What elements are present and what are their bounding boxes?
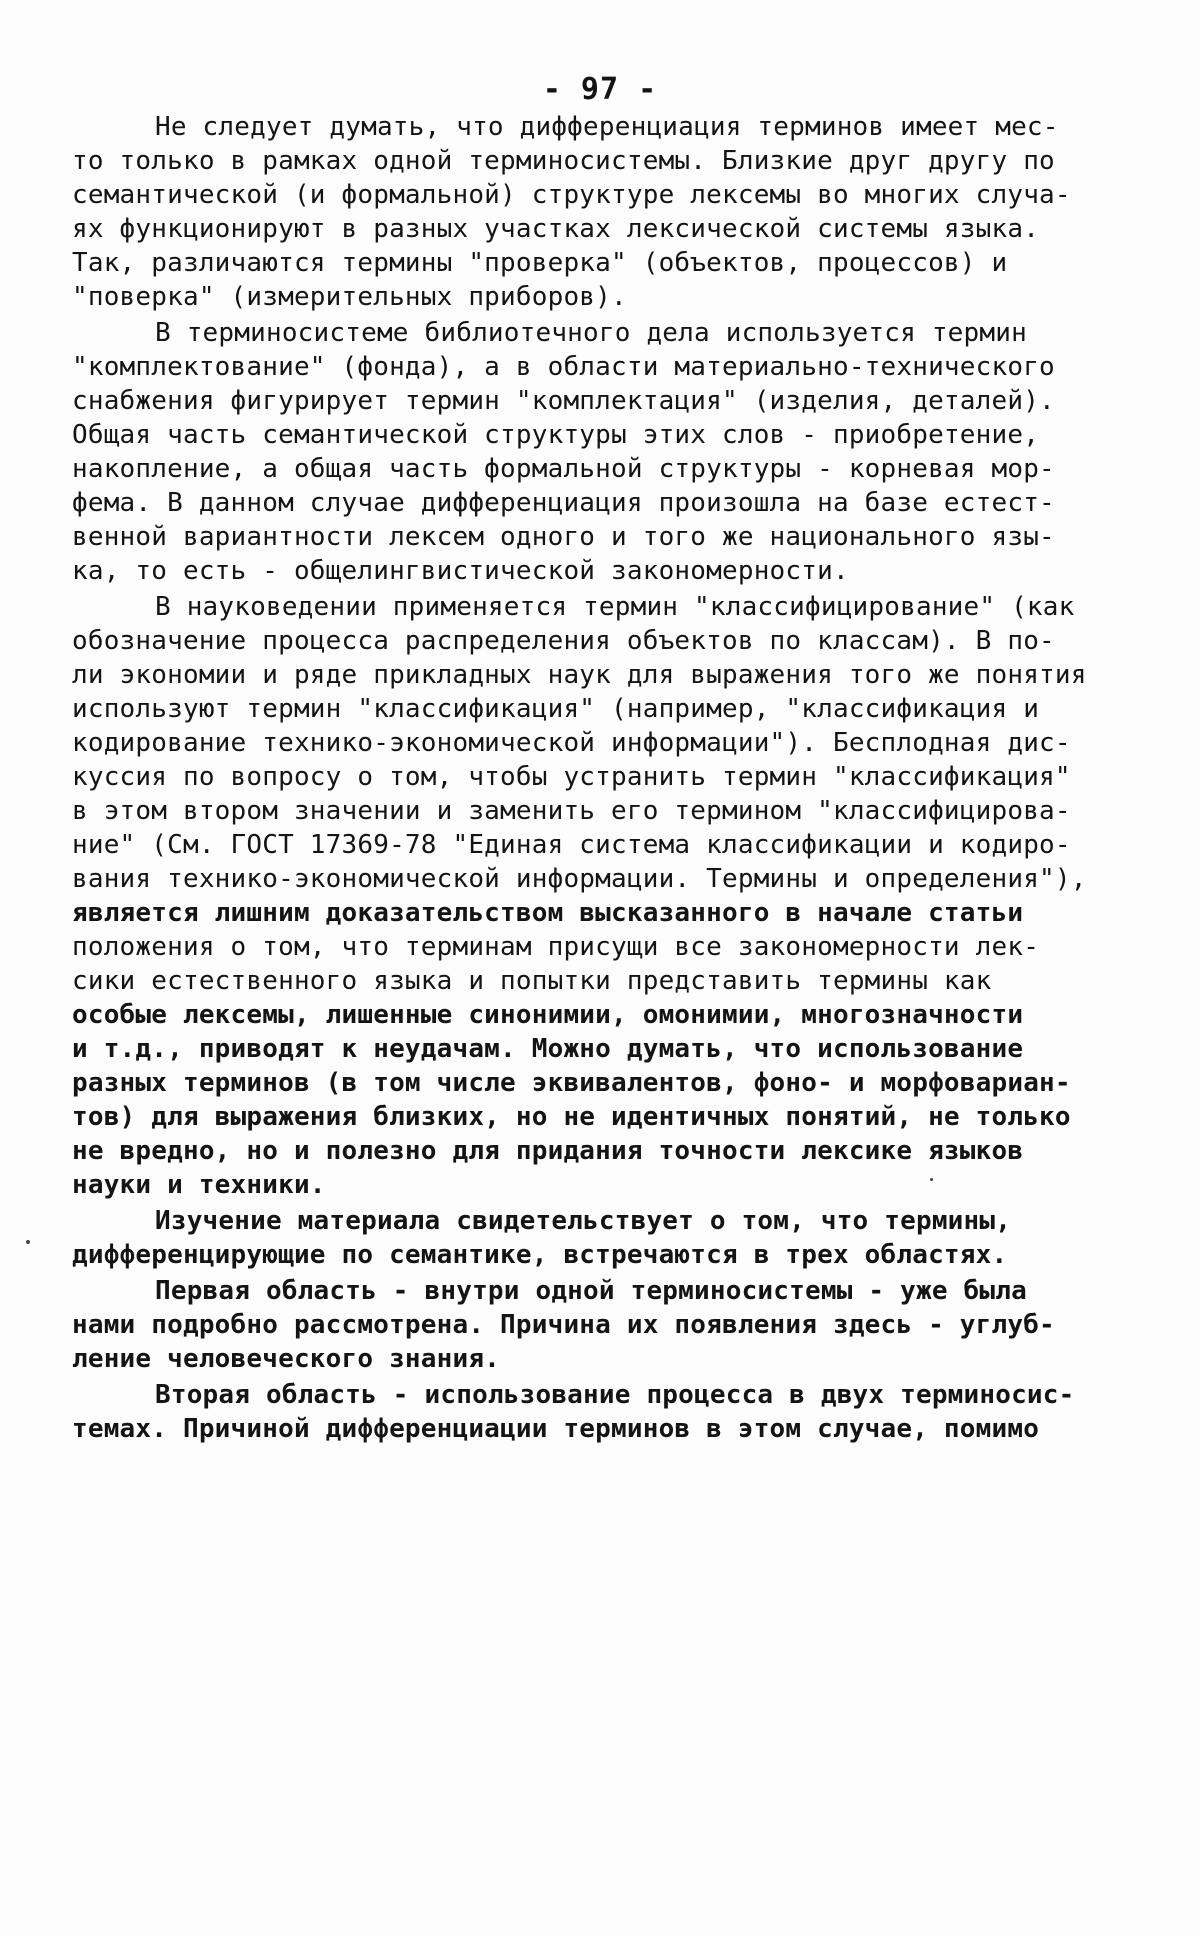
text-line: ли экономии и ряде прикладных наук для выражения того же понятия — [72, 660, 1087, 690]
text-line: ние" (См. ГОСТ 17369-78 "Единая система классификации и кодиро- — [72, 830, 1071, 860]
text-line: науки и техники. — [72, 1170, 326, 1200]
text-line: Общая часть семантической структуры этих слов - приобретение, — [72, 420, 1040, 450]
text-line: куссия по вопросу о том, чтобы устранить термин "классификация" — [72, 762, 1071, 792]
text-line: Изучение материала свидетельствует о том, что термины, — [155, 1206, 1012, 1236]
text-line: обозначение процесса распределения объектов по классам). В по- — [72, 626, 1055, 656]
text-line: нами подробно рассмотрена. Причина их появления здесь - углуб- — [72, 1310, 1055, 1340]
text-line: сики естественного языка и попытки представить термины как — [72, 966, 992, 996]
text-line: дифференцирующие по семантике, встречаются в трех областях. — [72, 1240, 1008, 1270]
text-line: Вторая область - использование процесса в двух терминосис- — [155, 1380, 1075, 1410]
text-line: накопление, а общая часть формальной структуры - корневая мор- — [72, 454, 1055, 484]
text-line: "поверка" (измерительных приборов). — [72, 282, 627, 312]
text-line: используют термин "классификация" (например, "классификация и — [72, 694, 1040, 724]
page-number: - 97 - — [542, 72, 658, 107]
text-line: ление человеческого знания. — [72, 1344, 501, 1374]
text-line: фема. В данном случае дифференциация произошла на базе естест- — [72, 488, 1055, 518]
text-line: кодирование технико-экономической информации"). Бесплодная дис- — [72, 728, 1071, 758]
text-line: то только в рамках одной терминосистемы. Близкие друг другу по — [72, 146, 1055, 176]
text-line: снабжения фигурирует термин "комплектация" (изделия, деталей). — [72, 386, 1055, 416]
text-line: В терминосистеме библиотечного дела используется термин — [155, 318, 1027, 348]
text-line: Не следует думать, что дифференциация терминов имеет мес- — [155, 112, 1059, 142]
scan-speck — [930, 1178, 933, 1181]
text-line: семантической (и формальной) структуре лексемы во многих случа- — [72, 180, 1071, 210]
text-line: тов) для выражения близких, но не идентичных понятий, не только — [72, 1102, 1071, 1132]
text-line: не вредно, но и полезно для придания точности лексике языков — [72, 1136, 1024, 1166]
text-line: в этом втором значении и заменить его термином "классифицирова- — [72, 796, 1071, 826]
text-line: ка, то есть - общелингвистической закономерности. — [72, 556, 849, 586]
text-line: положения о том, что терминам присущи все закономерности лек- — [72, 932, 1040, 962]
text-line: венной вариантности лексем одного и того же национального язы- — [72, 522, 1055, 552]
text-line: темах. Причиной дифференциации терминов в этом случае, помимо — [72, 1414, 1040, 1444]
text-line: В науковедении применяется термин "классифицирование" (как — [155, 592, 1075, 622]
text-line: является лишним доказательством высказанного в начале статьи — [72, 898, 1024, 928]
text-line: Первая область - внутри одной терминосистемы - уже была — [155, 1276, 1027, 1306]
text-line: Так, различаются термины "проверка" (объектов, процессов) и — [72, 248, 1008, 278]
scan-speck — [26, 1240, 30, 1244]
text-line: разных терминов (в том числе эквивалентов, фоно- и морфовариан- — [72, 1068, 1071, 1098]
text-line: ях функционируют в разных участках лексической системы языка. — [72, 214, 1040, 244]
text-line: "комплектование" (фонда), а в области материально-технического — [72, 352, 1055, 382]
text-line: и т.д., приводят к неудачам. Можно думать, что использование — [72, 1034, 1024, 1064]
text-line: особые лексемы, лишенные синонимии, омонимии, многозначности — [72, 1000, 1024, 1030]
text-line: вания технико-экономической информации. Термины и определения"), — [72, 864, 1087, 894]
